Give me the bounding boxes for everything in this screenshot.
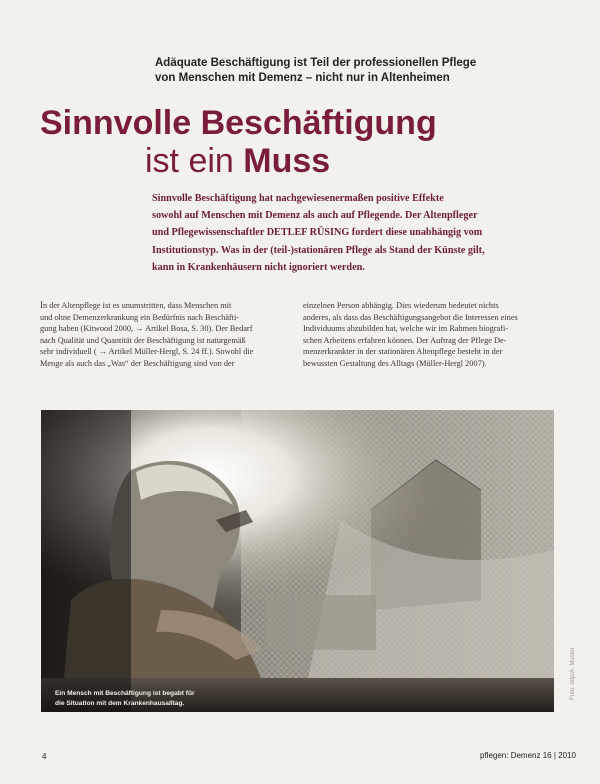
body-line-text: n der Altenpflege ist es unumstritten, dass Menschen mit [43,301,232,310]
body-line: schen Arbeitens erfahren können. Der Auftrag der Pflege De- [303,335,507,345]
article-photo [41,410,554,712]
lead-line: Institutionstyp. Was in der (teil-)stationären Pflege als Stand der Künste gilt, [152,244,485,256]
body-line: gung haben (Kitwood 2000, → Artikel Bosa, S. 30). Der Bedarf [40,324,253,334]
body-column-right [303,300,561,370]
drop-cap: I [40,300,43,310]
headline-line-2 [40,142,560,180]
headline-line-1: Sinnvolle Beschäftigung [40,104,437,142]
body-line: anderes, als dass das Beschäftigungsangebot die Interessen eines [303,312,518,322]
caption-line: die Situation mit dem Krankenhausalltag. [55,699,185,707]
lead-paragraph [152,190,564,276]
page-number: 4 [42,752,47,761]
lead-line: Sinnvolle Beschäftigung hat nachgewiesenermaßen positive Effekte [152,193,444,204]
body-line: nach Qualität und Quantität der Beschäftigung ist naturgemäß [40,335,246,345]
body-line: einzelnen Person abhängig. Dies wiederum bedeutet nichts [303,301,499,310]
body-line: und ohne Demenzerkrankung ein Bedürfnis nach Beschäfti- [40,312,240,322]
kicker-line-1: Adäquate Beschäftigung ist Teil der professionellen Pflege [155,57,477,69]
body-line: bewussten Gestaltung des Alltags (Müller-Hergl 2007). [303,358,487,368]
body-line: Menge als auch das „Was“ der Beschäftigung sind von der [40,358,235,368]
photo-credit: Foto: ddp/A. Muster [570,647,576,700]
lead-line: sowohl auf Menschen mit Demenz als auch auf Pflegende. Der Altenpfleger [152,210,478,222]
left-shadow [41,410,131,712]
photo-illustration [41,410,554,712]
body-line: sehr individuell ( → Artikel Müller-Hergl, S. 24 ff.). Sowohl die [40,347,254,357]
body-line [40,300,295,312]
lead-line: und Pflegewissenschaftler DETLEF RÜSING fordert diese unabhängig vom [152,227,483,239]
kicker-line-2: von Menschen mit Demenz – nicht nur in Altenheimen [155,72,450,84]
caption-line: Ein Mensch mit Beschäftigung ist begabt für [55,690,195,697]
photo-caption [55,689,265,708]
headline [40,104,560,180]
headline-light-text: ist ein [145,142,244,180]
kicker [155,56,555,86]
lead-line: kann in Krankenhäusern nicht ignoriert werden. [152,261,365,273]
publication-footer: pflegen: Demenz 16 | 2010 [480,751,576,760]
body-line: Individuums abzubilden hat, welche wir im Rahmen biografi- [303,324,509,334]
headline-bold-text: Muss [243,142,331,180]
body-column-left [40,300,295,370]
body-line: menzerkrankter in der stationären Altenpflege besteht in der [303,347,503,357]
